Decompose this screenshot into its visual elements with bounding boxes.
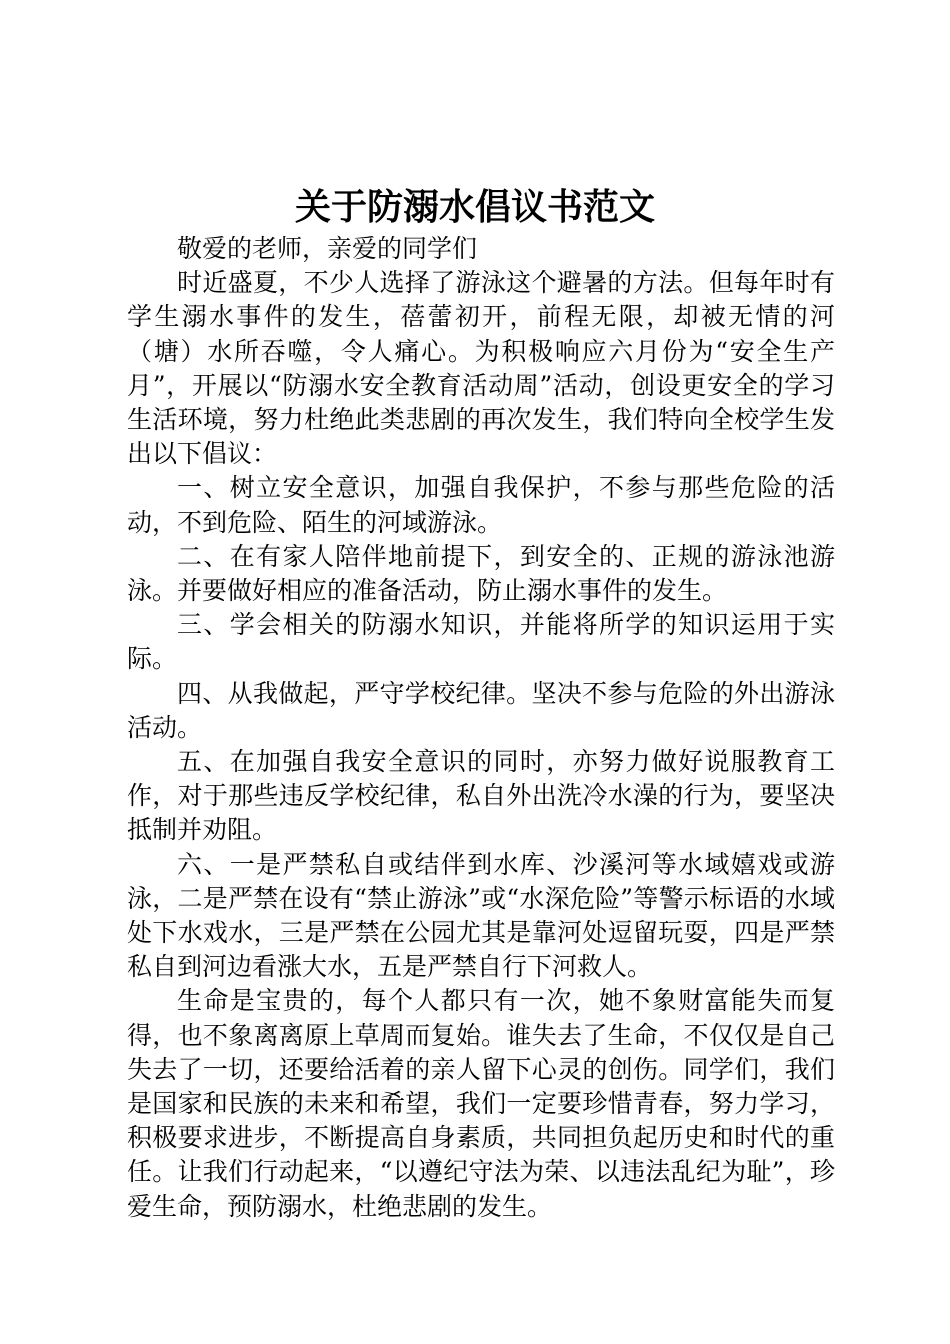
- document-body: [127, 232, 835, 1224]
- intro-paragraph: 时近盛夏，不少人选择了游泳这个避暑的方法。但每年时有学生溺水事件的发生，蓓蕾初开，前程无限，却被无情的河（塘）水所吞噬，令人痛心。为积极响应六月份为“安全生产月”，开展以“防溺水安全教育活动周”活动，创设更安全的学习生活环境，努力杜绝此类悲剧的再次发生，我们特向全校学生发出以下倡议：: [127, 268, 835, 469]
- proposal-item-2: 二、在有家人陪伴地前提下，到安全的、正规的游泳池游泳。并要做好相应的准备活动，防止溺水事件的发生。: [127, 541, 835, 606]
- proposal-item-4: 四、从我做起，严守学校纪律。坚决不参与危险的外出游泳活动。: [127, 678, 835, 742]
- proposal-item-3: 三、学会相关的防溺水知识，并能将所学的知识运用于实际。: [127, 610, 835, 674]
- closing-paragraph: 生命是宝贵的，每个人都只有一次，她不象财富能失而复得，也不象离离原上草周而复始。谁失去了生命，不仅仅是自己失去了一切，还要给活着的亲人留下心灵的创伤。同学们，我们是国家和民族的未来和希望，我们一定要珍惜青春，努力学习，积极要求进步，不断提高自身素质，共同担负起历史和时代的重任。让我们行动起来，“以遵纪守法为荣、以违法乱纪为耻”，珍爱生命，预防溺水，杜绝悲剧的发生。: [127, 986, 835, 1221]
- salutation: 敬爱的老师，亲爱的同学们: [177, 234, 478, 263]
- proposal-item-5: 五、在加强自我安全意识的同时，亦努力做好说服教育工作，对于那些违反学校纪律，私自外出洗冷水澡的行为，要坚决抵制并劝阻。: [127, 747, 835, 845]
- proposal-item-6: 六、一是严禁私自或结伴到水库、沙溪河等水域嬉戏或游泳，二是严禁在设有“禁止游泳”或“水深危险”等警示标语的水域处下水戏水，三是严禁在公园尤其是靠河处逗留玩耍，四是严禁私自到河边看涨大水，五是严禁自行下河救人。: [127, 849, 835, 982]
- document-title: 关于防溺水倡议书范文: [294, 187, 655, 228]
- proposal-item-1: 一、树立安全意识，加强自我保护，不参与那些危险的活动，不到危险、陌生的河域游泳。: [127, 473, 835, 537]
